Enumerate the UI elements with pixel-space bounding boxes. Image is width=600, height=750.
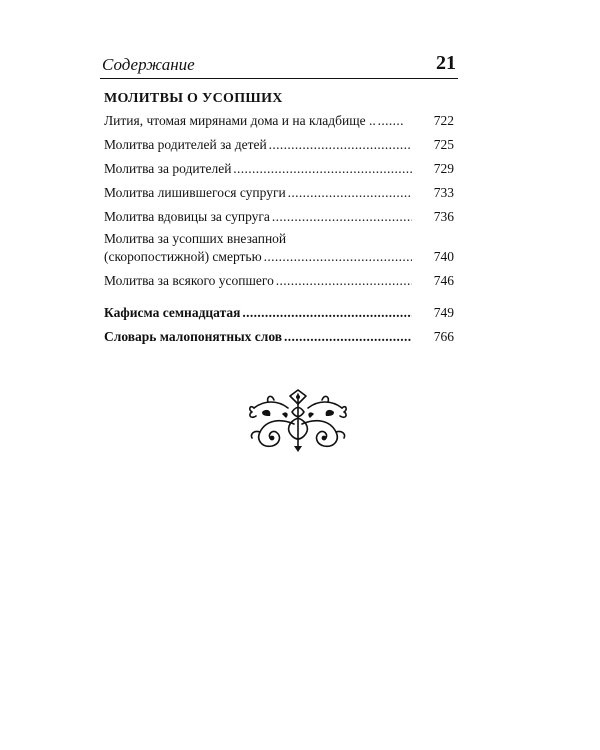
toc-entry-title: Молитва вдовицы за супруга . . . xyxy=(104,208,412,226)
toc-entry-title: Кафисма семнадцатая . . . xyxy=(104,304,412,322)
toc-entry-title: Молитва за родителей . . . xyxy=(104,160,412,178)
toc-entry xyxy=(104,248,454,266)
toc-entry xyxy=(104,112,454,130)
toc-entry-page: 749 xyxy=(433,305,454,320)
toc-entry-page: 733 xyxy=(433,185,454,200)
toc-entry-page: 740 xyxy=(433,249,454,264)
toc-entry-title-line1: Молитва за усопших внезапной xyxy=(104,231,287,246)
toc-entry-page: 736 xyxy=(433,209,454,224)
toc-entry-bold xyxy=(104,328,454,346)
toc-entry-title: Словарь малопонятных слов . . . xyxy=(104,328,412,346)
toc-entry-page: 766 xyxy=(433,329,454,344)
floral-ornament-icon xyxy=(244,388,352,454)
page-number: 21 xyxy=(436,52,456,74)
toc-entry xyxy=(104,136,454,154)
toc-entry-bold xyxy=(104,304,454,322)
toc-entry-line1 xyxy=(104,230,454,248)
toc-entry-page: 746 xyxy=(433,273,454,288)
toc-entry xyxy=(104,184,454,202)
header-title: Содержание xyxy=(102,55,195,74)
section-title: МОЛИТВЫ О УСОПШИХ xyxy=(104,91,283,106)
toc-entry-title: Молитва лишившегося супруги . . . xyxy=(104,184,412,202)
toc-entry-page: 722 xyxy=(433,113,454,128)
toc-entry-title: Молитва за всякого усопшего . . . xyxy=(104,272,412,290)
toc-entry-title: Лития, чтомая мирянами дома и на кладбище .. . . . xyxy=(104,112,404,130)
header-rule xyxy=(100,78,458,79)
toc-entry xyxy=(104,272,454,290)
running-header xyxy=(100,52,458,77)
toc-entry-page: 729 xyxy=(433,161,454,176)
toc-entry xyxy=(104,160,454,178)
toc-entry-title-line2: (скоропостижной) смертью . . . xyxy=(104,248,412,266)
toc-entry-title: Молитва родителей за детей . . . xyxy=(104,136,412,154)
toc-entry-page: 725 xyxy=(433,137,454,152)
toc-entry xyxy=(104,208,454,226)
